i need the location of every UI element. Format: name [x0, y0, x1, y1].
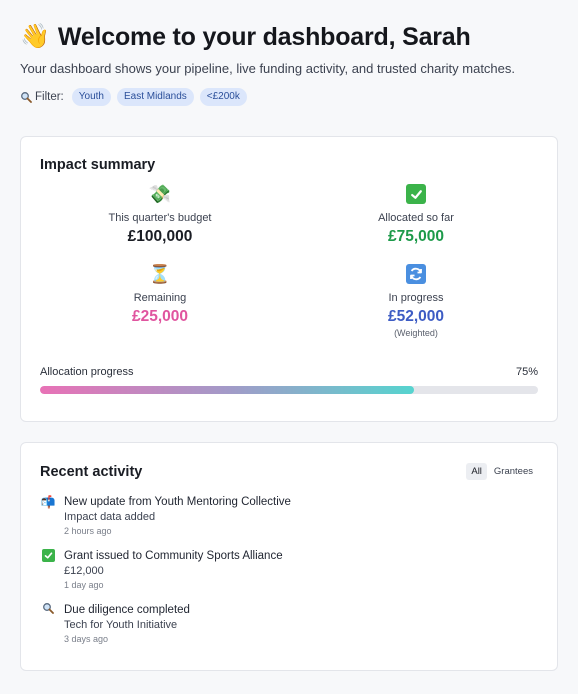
filter-chip-budget[interactable]: <£200k	[200, 88, 247, 106]
activity-time: 3 days ago	[64, 634, 109, 644]
stat-value: £100,000	[127, 228, 193, 245]
refresh-icon	[296, 263, 536, 285]
stat-value: £25,000	[131, 308, 189, 325]
stat-label: Remaining	[133, 292, 187, 304]
list-item[interactable]	[40, 602, 538, 645]
activity-tabs	[466, 463, 538, 480]
list-item-body	[64, 548, 283, 591]
recent-activity-card	[20, 442, 558, 671]
stat-value: £75,000	[387, 228, 445, 245]
list-item-body	[64, 494, 291, 537]
waving-hand-icon: 👋	[20, 23, 50, 50]
stat-label: This quarter's budget	[108, 212, 212, 224]
dashboard-page	[0, 0, 578, 106]
recent-activity-title: Recent activity	[40, 463, 143, 480]
filter-row	[20, 88, 558, 106]
filter-label: Filter:	[35, 91, 64, 103]
stat-value: £52,000	[387, 308, 445, 325]
page-title: Welcome to your dashboard, Sarah	[57, 23, 471, 51]
filter-chip-east-midlands[interactable]: East Midlands	[117, 88, 194, 106]
check-mark-icon	[40, 548, 56, 591]
impact-stats	[40, 183, 538, 353]
allocation-progress-fill	[40, 386, 414, 394]
filter-chip-youth[interactable]: Youth	[72, 88, 111, 106]
stat-label: Allocated so far	[378, 212, 454, 224]
impact-summary-title: Impact summary	[40, 157, 156, 173]
magnifier-icon	[40, 602, 56, 645]
activity-subtitle: £12,000	[64, 565, 104, 577]
allocation-progress-bar	[40, 386, 538, 394]
filter-label-group	[20, 91, 64, 103]
money-wings-icon: 💸	[148, 184, 172, 204]
tab-all[interactable]: All	[466, 463, 487, 480]
activity-subtitle: Impact data added	[64, 511, 156, 523]
stat-budget	[40, 183, 280, 246]
stat-allocated	[296, 183, 536, 246]
allocation-progress-header	[40, 366, 538, 378]
mailbox-icon: 📬	[40, 495, 56, 509]
activity-subtitle: Tech for Youth Initiative	[64, 619, 178, 631]
activity-list	[40, 494, 538, 645]
allocation-progress-percent: 75%	[515, 366, 538, 378]
stat-note: (Weighted)	[394, 328, 438, 338]
activity-title: Due diligence completed	[64, 604, 190, 616]
activity-title: Grant issued to Community Sports Alliance	[64, 550, 283, 562]
list-item-body	[64, 602, 190, 645]
hourglass-icon: ⏳	[148, 264, 172, 284]
impact-summary-card	[20, 136, 558, 422]
list-item[interactable]	[40, 494, 538, 537]
activity-time: 2 hours ago	[64, 526, 112, 536]
activity-title: New update from Youth Mentoring Collective	[64, 496, 291, 508]
page-subtitle: Your dashboard shows your pipeline, live funding activity, and trusted charity matches.	[20, 61, 515, 76]
activity-time: 1 day ago	[64, 580, 104, 590]
recent-activity-header	[40, 463, 538, 480]
allocation-progress-label: Allocation progress	[40, 366, 134, 378]
check-mark-icon	[296, 183, 536, 205]
stat-remaining	[40, 263, 280, 326]
title-row	[20, 22, 558, 52]
stat-in-progress	[296, 263, 536, 338]
list-item[interactable]	[40, 548, 538, 591]
tab-grantees[interactable]: Grantees	[489, 463, 538, 480]
magnifier-icon	[20, 91, 32, 103]
stat-label: In progress	[388, 292, 444, 304]
